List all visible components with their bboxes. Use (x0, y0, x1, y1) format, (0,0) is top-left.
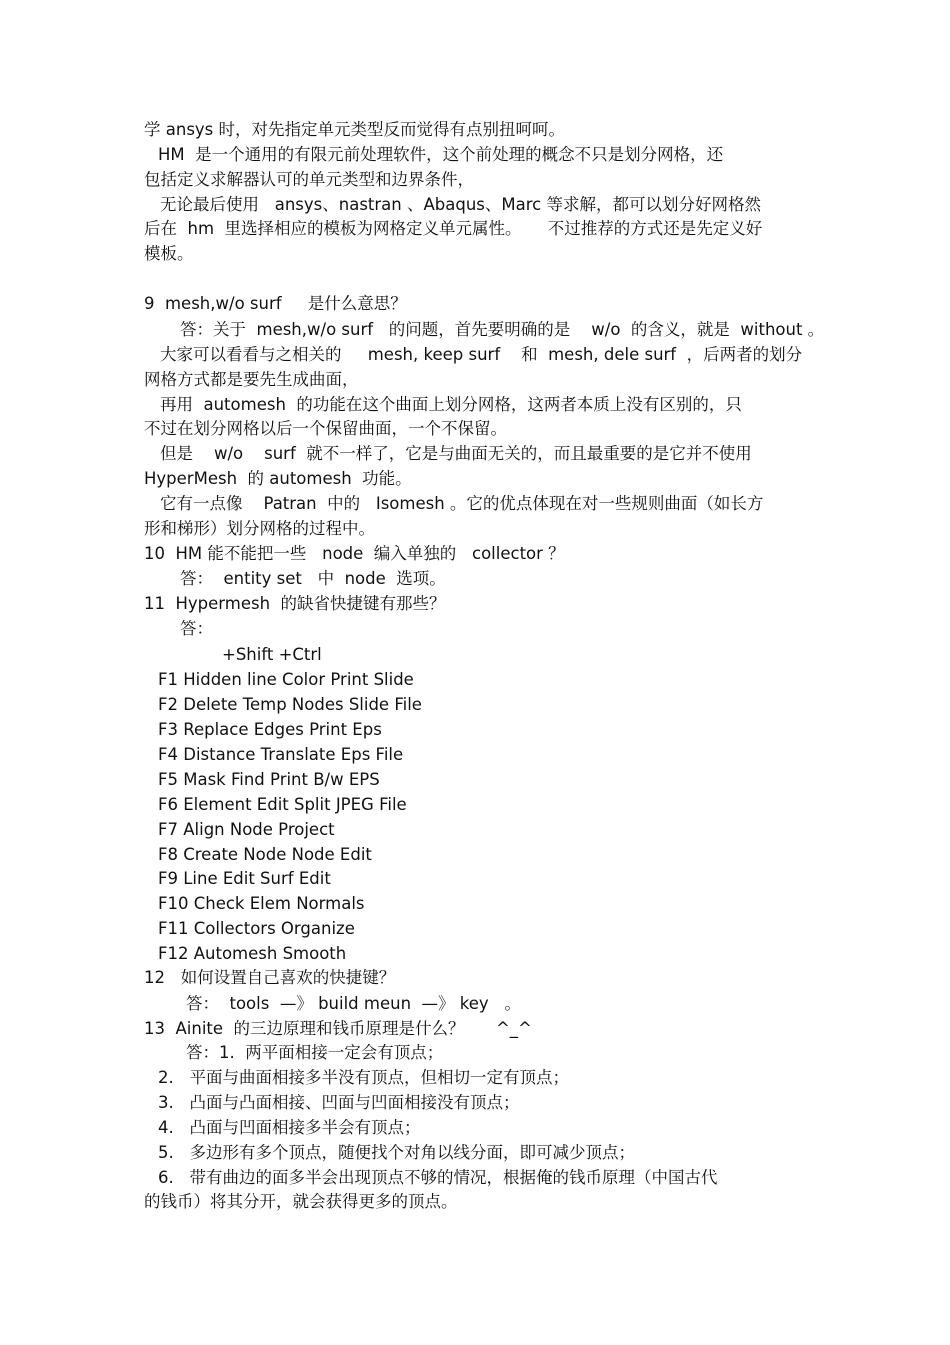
question-heading: 13 Ainite 的三边原理和钱币原理是什么？ ^_^ (144, 1019, 532, 1038)
shortcut-row: F3 Replace Edges Print Eps (158, 720, 382, 739)
list-item: 5. 多边形有多个顶点，随便找个对角以线分面，即可减少顶点； (158, 1143, 635, 1162)
shortcut-header: +Shift +Ctrl (222, 645, 322, 664)
list-item: 答：1. 两平面相接一定会有顶点； (186, 1043, 444, 1062)
shortcut-row: F10 Check Elem Normals (158, 894, 365, 913)
shortcut-row: F7 Align Node Project (158, 820, 335, 839)
text-line: HyperMesh 的 automesh 功能。 (144, 469, 412, 488)
shortcut-row: F5 Mask Find Print B/w EPS (158, 770, 380, 789)
shortcut-row: F12 Automesh Smooth (158, 944, 347, 963)
shortcut-row: F11 Collectors Organize (158, 919, 355, 938)
shortcut-row: F6 Element Edit Split JPEG File (158, 795, 407, 814)
text-line: 不过在划分网格以后一个保留曲面，一个不保留。 (144, 419, 507, 438)
text-line: 答：关于 mesh,w/o surf 的问题，首先要明确的是 w/o 的含义，就是 without 。 (180, 320, 825, 339)
list-item: 2. 平面与曲面相接多半没有顶点，但相切一定有顶点； (158, 1068, 569, 1087)
text-line: 答： entity set 中 node 选项。 (180, 569, 446, 588)
list-item: 6. 带有曲边的面多半会出现顶点不够的情况，根据俺的钱币原理（中国古代 (158, 1168, 718, 1187)
text-line: 大家可以看看与之相关的 mesh, keep surf 和 mesh, dele surf ，后两者的划分 (160, 345, 803, 364)
text-line: 包括定义求解器认可的单元类型和边界条件， (144, 170, 474, 189)
text-line: 学 ansys 时，对先指定单元类型反而觉得有点别扭呵呵。 (144, 120, 566, 139)
shortcut-row: F2 Delete Temp Nodes Slide File (158, 695, 422, 714)
question-heading: 12 如何设置自己喜欢的快捷键？ (144, 968, 396, 987)
shortcut-row: F8 Create Node Node Edit (158, 845, 372, 864)
question-heading: 9 mesh,w/o surf 是什么意思？ (144, 294, 407, 313)
text-line: 再用 automesh 的功能在这个曲面上划分网格，这两者本质上没有区别的，只 (160, 395, 742, 414)
text-line: 它有一点像 Patran 中的 Isomesh 。它的优点体现在对一些规则曲面（如长方 (160, 494, 764, 513)
text-line: 但是 w/o surf 就不一样了，它是与曲面无关的，而且最重要的是它并不使用 (160, 444, 752, 463)
text-line: 网格方式都是要先生成曲面， (144, 370, 359, 389)
list-item: 4. 凸面与凹面相接多半会有顶点； (158, 1118, 421, 1137)
text-line: 模板。 (144, 244, 194, 263)
list-item: 3. 凸面与凸面相接、凹面与凹面相接没有顶点； (158, 1093, 520, 1112)
text-line: 形和梯形）划分网格的过程中。 (144, 519, 375, 538)
shortcut-row: F9 Line Edit Surf Edit (158, 869, 331, 888)
text-line: 答： tools —》 build meun —》 key 。 (186, 994, 521, 1013)
question-heading: 10 HM 能不能把一些 node 编入单独的 collector ？ (144, 544, 565, 563)
shortcut-row: F4 Distance Translate Eps File (158, 745, 404, 764)
text-line: HM 是一个通用的有限元前处理软件，这个前处理的概念不只是划分网格，还 (158, 145, 724, 164)
text-line: 无论最后使用 ansys、nastran 、Abaqus、Marc 等求解，都可以划分好网格然 (160, 195, 761, 214)
shortcut-row: F1 Hidden line Color Print Slide (158, 670, 414, 689)
question-heading: 11 Hypermesh 的缺省快捷键有那些？ (144, 594, 446, 613)
text-line: 的钱币）将其分开，就会获得更多的顶点。 (144, 1192, 458, 1211)
text-line: 答： (180, 619, 213, 638)
text-line: 后在 hm 里选择相应的模板为网格定义单元属性。 不过推荐的方式还是先定义好 (144, 219, 763, 238)
